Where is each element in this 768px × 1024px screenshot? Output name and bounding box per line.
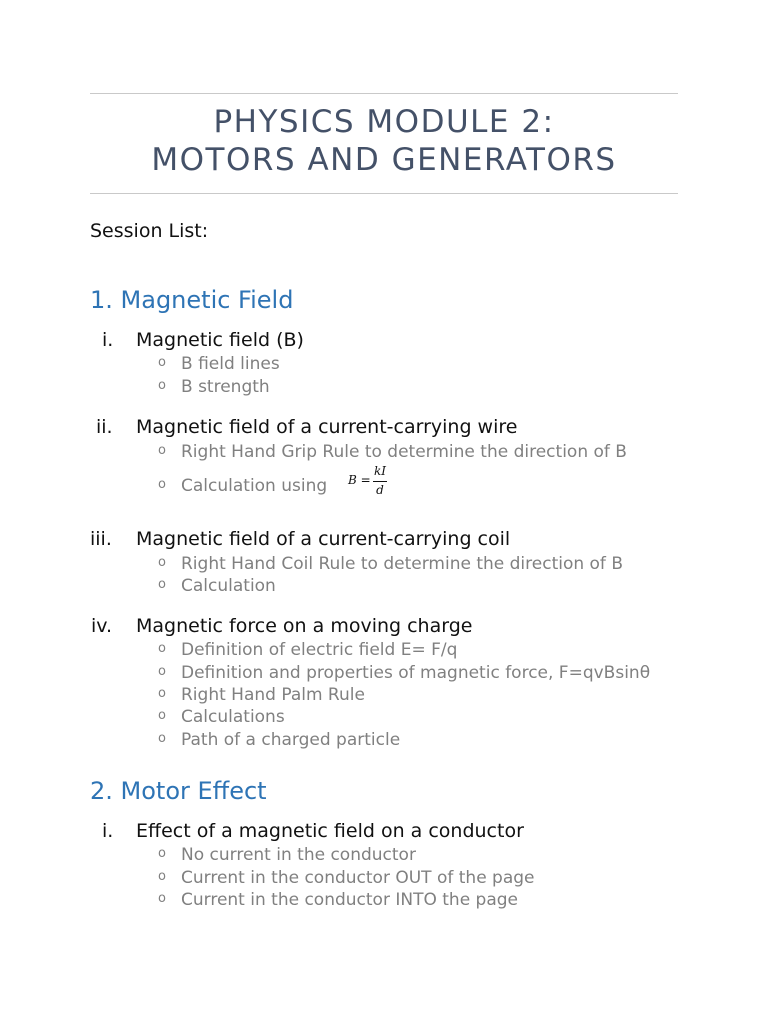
bullet-text: Current in the conductor OUT of the page bbox=[181, 868, 535, 888]
bullet-text: Current in the conductor INTO the page bbox=[181, 890, 519, 910]
bullet-text: Right Hand Coil Rule to determine the direction of B bbox=[181, 554, 623, 574]
subsection-number: i. bbox=[102, 329, 114, 351]
session-list-label: Session List: bbox=[90, 220, 209, 242]
subsection-title: Magnetic force on a moving charge bbox=[136, 615, 473, 637]
bullet-text: B strength bbox=[181, 377, 270, 397]
bullet-marker: o bbox=[158, 555, 166, 570]
title-top-rule bbox=[90, 93, 678, 94]
bullet-text: Calculation using bbox=[181, 476, 328, 496]
bullet-text: Calculation bbox=[181, 576, 276, 596]
bullet-text: Path of a charged particle bbox=[181, 730, 401, 750]
bullet-text: Definition of electric field E= F/q bbox=[181, 640, 458, 660]
formula-lhs: B = bbox=[348, 473, 371, 487]
bullet-marker: o bbox=[158, 443, 166, 458]
subsection-number: iii. bbox=[90, 528, 112, 550]
page-title-line-1: PHYSICS MODULE 2: bbox=[213, 104, 555, 140]
bullet-marker: o bbox=[158, 869, 166, 884]
page-title bbox=[90, 103, 678, 179]
bullet-marker: o bbox=[158, 686, 166, 701]
subsection-number: i. bbox=[102, 820, 114, 842]
bullet-marker: o bbox=[158, 378, 166, 393]
bullet-marker: o bbox=[158, 846, 166, 861]
b-field-formula bbox=[348, 464, 398, 500]
bullet-marker: o bbox=[158, 891, 166, 906]
bullet-text: Definition and properties of magnetic force, F=qvBsinθ bbox=[181, 663, 651, 683]
bullet-text: Right Hand Palm Rule bbox=[181, 685, 365, 705]
subsection-title: Effect of a magnetic field on a conductor bbox=[136, 820, 524, 842]
section-heading-motor-effect: 2. Motor Effect bbox=[90, 777, 267, 805]
subsection-number: iv. bbox=[91, 615, 113, 637]
title-bottom-rule bbox=[90, 193, 678, 194]
bullet-text: Calculations bbox=[181, 707, 285, 727]
section-heading-magnetic-field: 1. Magnetic Field bbox=[90, 286, 294, 314]
page-title-line-2: MOTORS AND GENERATORS bbox=[151, 142, 617, 178]
bullet-text: B field lines bbox=[181, 354, 280, 374]
subsection-title: Magnetic field of a current-carrying wire bbox=[136, 416, 518, 438]
bullet-marker: o bbox=[158, 708, 166, 723]
subsection-title: Magnetic field (B) bbox=[136, 329, 304, 351]
bullet-marker: o bbox=[158, 477, 166, 492]
fraction-bar bbox=[373, 481, 387, 482]
subsection-title: Magnetic field of a current-carrying coil bbox=[136, 528, 511, 550]
bullet-text: Right Hand Grip Rule to determine the direction of B bbox=[181, 442, 627, 462]
bullet-marker: o bbox=[158, 641, 166, 656]
bullet-marker: o bbox=[158, 664, 166, 679]
subsection-number: ii. bbox=[96, 416, 113, 438]
formula-numerator: kI bbox=[373, 464, 386, 478]
formula-denominator: d bbox=[376, 483, 384, 497]
bullet-marker: o bbox=[158, 355, 166, 370]
bullet-text: No current in the conductor bbox=[181, 845, 416, 865]
bullet-marker: o bbox=[158, 577, 166, 592]
bullet-marker: o bbox=[158, 731, 166, 746]
